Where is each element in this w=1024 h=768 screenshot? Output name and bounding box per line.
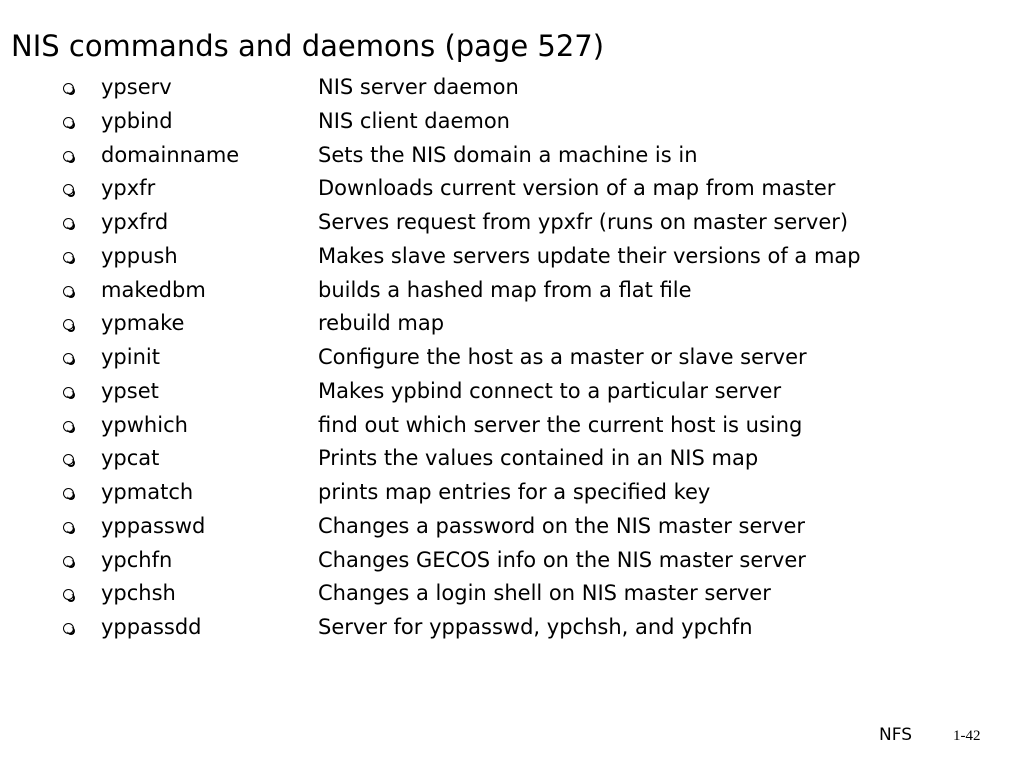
list-item [0, 240, 1000, 274]
bullet-icon [63, 286, 74, 297]
bullet-icon [63, 589, 74, 600]
footer-label: NFS [879, 725, 912, 745]
bullet-icon [63, 421, 74, 432]
bullet-icon [63, 387, 74, 398]
bullet-icon [63, 353, 74, 364]
page-number: 1-42 [953, 728, 981, 744]
list-item [0, 206, 1000, 240]
command-name: ypmatch [101, 480, 194, 504]
bullet-icon [63, 522, 74, 533]
command-description: NIS server daemon [318, 75, 519, 99]
list-item [0, 105, 1000, 139]
command-name: ypchfn [101, 547, 173, 572]
command-name: yppush [101, 243, 178, 268]
command-description: Changes GECOS info on the NIS master server [318, 547, 806, 572]
command-name: ypinit [101, 345, 160, 369]
bullet-icon [63, 623, 74, 634]
list-item [0, 442, 1000, 476]
list-item [0, 577, 1000, 611]
bullet-icon [63, 218, 74, 229]
bullet-icon [63, 319, 74, 330]
command-description: find out which server the current host is using [318, 412, 803, 437]
command-name: ypcat [101, 446, 160, 471]
command-name: ypwhich [101, 412, 188, 437]
command-description: Makes ypbind connect to a particular server [318, 378, 782, 403]
command-name: yppassdd [101, 615, 202, 639]
command-name: ypxfr [101, 176, 156, 201]
bullet-icon [63, 556, 74, 567]
command-name: ypset [101, 378, 159, 403]
bullet-icon [63, 117, 74, 128]
list-item [0, 172, 1000, 206]
list-item [0, 611, 1000, 645]
command-description: Changes a login shell on NIS master server [318, 581, 771, 606]
bullet-icon [63, 454, 74, 465]
command-name: ypbind [101, 108, 173, 133]
list-item [0, 375, 1000, 409]
slide-title: NIS commands and daemons (page 527) [11, 29, 605, 63]
command-description: Sets the NIS domain a machine is in [318, 142, 698, 167]
bullet-icon [63, 83, 74, 94]
list-item [0, 341, 1000, 375]
command-name: domainname [101, 142, 240, 167]
command-description: Prints the values contained in an NIS map [318, 446, 759, 471]
command-description: builds a hashed map from a flat file [318, 277, 692, 302]
command-list [0, 71, 1000, 645]
list-item [0, 476, 1000, 510]
command-name: makedbm [101, 277, 206, 302]
bullet-icon [63, 488, 74, 499]
list-item [0, 307, 1000, 341]
command-description: Changes a password on the NIS master server [318, 513, 806, 538]
list-item [0, 274, 1000, 308]
command-description: Server for yppasswd, ypchsh, and ypchfn [318, 615, 753, 639]
command-description: prints map entries for a specified key [318, 480, 711, 504]
command-name: ypserv [101, 75, 172, 99]
command-description: NIS client daemon [318, 108, 510, 133]
list-item [0, 510, 1000, 544]
bullet-icon [63, 252, 74, 263]
list-item [0, 409, 1000, 443]
command-name: ypxfrd [101, 210, 169, 234]
bullet-icon [63, 184, 74, 195]
command-description: rebuild map [318, 311, 445, 336]
list-item [0, 71, 1000, 105]
list-item [0, 139, 1000, 173]
command-description: Serves request from ypxfr (runs on master server) [318, 210, 849, 234]
command-description: Downloads current version of a map from master [318, 176, 836, 201]
command-description: Configure the host as a master or slave server [318, 345, 807, 369]
command-name: yppasswd [101, 513, 206, 538]
list-item [0, 544, 1000, 578]
command-name: ypchsh [101, 581, 176, 606]
command-name: ypmake [101, 311, 185, 336]
bullet-icon [63, 151, 74, 162]
command-description: Makes slave servers update their versions of a map [318, 243, 861, 268]
